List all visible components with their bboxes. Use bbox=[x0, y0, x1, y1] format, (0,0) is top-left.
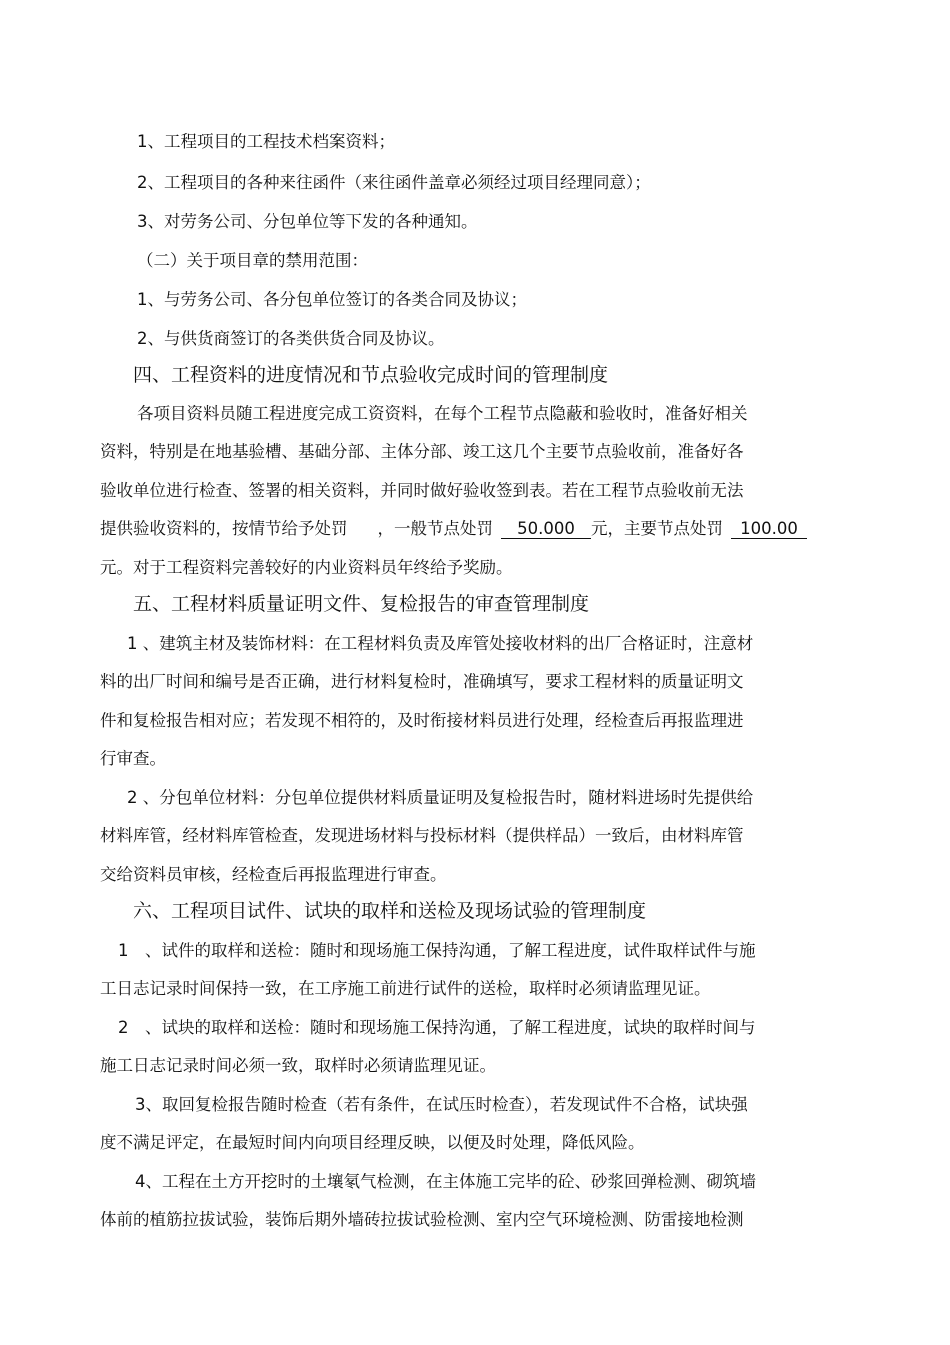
paragraph-line: 各项目资料员随工程进度完成工资资料，在每个工程节点隐蔽和验收时，准备好相关 bbox=[137, 404, 748, 423]
paragraph-line: 度不满足评定，在最短时间内向项目经理反映，以便及时处理，降低风险。 bbox=[100, 1133, 645, 1152]
list-item: 3、对劳务公司、分包单位等下发的各种通知。 bbox=[137, 212, 478, 231]
subsection-title: （二）关于项目章的禁用范围： bbox=[137, 251, 368, 270]
list-item: 2、工程项目的各种来往函件（来往函件盖章必须经过项目经理同意）； bbox=[137, 173, 651, 192]
paragraph-line: 料的出厂时间和编号是否正确，进行材料复检时，准确填写，要求工程材料的质量证明文 bbox=[100, 672, 744, 691]
paragraph-line: 施工日志记录时间必须一致，取样时必须请监理见证。 bbox=[100, 1056, 496, 1075]
list-item: 1、与劳务公司、各分包单位签订的各类合同及协议； bbox=[137, 290, 527, 309]
text-segment: ，一般节点处罚 bbox=[377, 519, 493, 538]
paragraph-line: 资料，特别是在地基验槽、基础分部、主体分部、竣工这几个主要节点验收前，准备好各 bbox=[100, 442, 744, 461]
paragraph-line: 2 、分包单位材料：分包单位提供材料质量证明及复检报告时，随材料进场时先提供给 bbox=[127, 788, 754, 807]
fine-general-value: 50.000 bbox=[501, 520, 591, 539]
text-segment: 元，主要节点处罚 bbox=[591, 519, 723, 538]
paragraph-line: 件和复检报告相对应；若发现不相符的，及时衔接材料员进行处理，经检查后再报监理进 bbox=[100, 711, 744, 730]
paragraph-line: 3、取回复检报告随时检查（若有条件，在试压时检查），若发现试件不合格，试块强 bbox=[135, 1095, 748, 1114]
paragraph-line: 4、工程在土方开挖时的土壤氡气检测，在主体施工完毕的砼、砂浆回弹检测、砌筑墙 bbox=[135, 1172, 756, 1191]
paragraph-line: 体前的植筋拉拔试验，装饰后期外墙砖拉拔试验检测、室内空气环境检测、防雷接地检测 bbox=[100, 1210, 744, 1229]
fine-major-value: 100.00 bbox=[731, 520, 807, 539]
paragraph-line: 材料库管，经材料库管检查，发现进场材料与投标材料（提供样品）一致后，由材料库管 bbox=[100, 826, 744, 845]
paragraph-line: 2 、试块的取样和送检：随时和现场施工保持沟通，了解工程进度，试块的取样时间与 bbox=[118, 1018, 756, 1037]
paragraph-line: 验收单位进行检查、签署的相关资料，并同时做好验收签到表。若在工程节点验收前无法 bbox=[100, 481, 744, 500]
paragraph-line: 1 、建筑主材及装饰材料：在工程材料负责及库管处接收材料的出厂合格证时，注意材 bbox=[127, 634, 754, 653]
text-segment: 提供验收资料的，按情节给予处罚 bbox=[100, 519, 348, 538]
paragraph-line: 交给资料员审核，经检查后再报监理进行审查。 bbox=[100, 865, 447, 884]
section-heading: 四、工程资料的进度情况和节点验收完成时间的管理制度 bbox=[133, 364, 609, 386]
list-item: 2、与供货商签订的各类供货合同及协议。 bbox=[137, 329, 445, 348]
paragraph-line: 元。对于工程资料完善较好的内业资料员年终给予奖励。 bbox=[100, 558, 513, 577]
paragraph-line: 工日志记录时间保持一致，在工序施工前进行试件的送检，取样时必须请监理见证。 bbox=[100, 979, 711, 998]
section-heading: 六、工程项目试件、试块的取样和送检及现场试验的管理制度 bbox=[133, 900, 647, 922]
paragraph-line: 1 、试件的取样和送检：随时和现场施工保持沟通，了解工程进度，试件取样试件与施 bbox=[118, 941, 756, 960]
list-item: 1、工程项目的工程技术档案资料； bbox=[137, 132, 395, 151]
paragraph-line bbox=[100, 518, 807, 540]
section-heading: 五、工程材料质量证明文件、复检报告的审查管理制度 bbox=[133, 593, 590, 615]
paragraph-line: 行审查。 bbox=[100, 749, 166, 768]
